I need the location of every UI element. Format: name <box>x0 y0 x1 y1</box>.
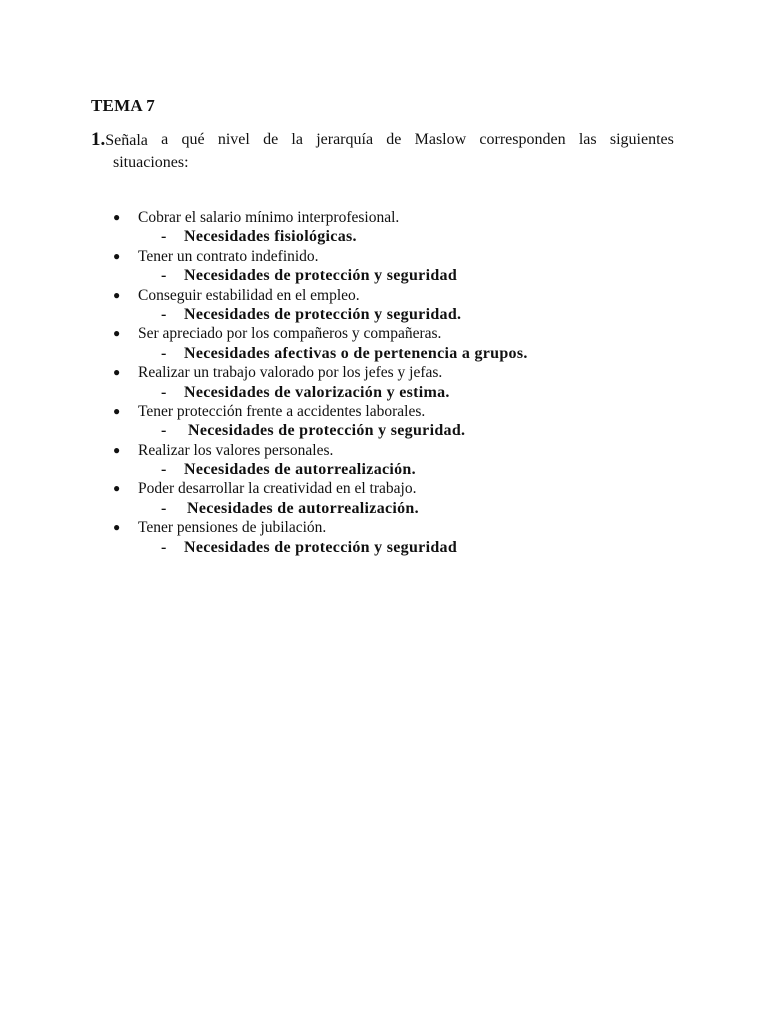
list-item <box>0 403 768 422</box>
list-item <box>0 480 768 499</box>
dash-marker: - <box>161 305 167 323</box>
question-word: de <box>263 131 279 148</box>
question-word: corresponden <box>479 131 566 148</box>
situation-text: Tener protección frente a accidentes laborales. <box>138 402 426 420</box>
page-title: TEMA 7 <box>91 96 156 115</box>
dash-marker: - <box>161 228 167 246</box>
situation-text: Tener pensiones de jubilación. <box>138 519 327 537</box>
answer-text: Necesidades fisiológicas. <box>184 228 357 246</box>
dash-marker: - <box>161 383 167 401</box>
answer-text: Necesidades afectivas o de pertenencia a grupos. <box>184 344 528 362</box>
question-word: Maslow <box>414 131 467 148</box>
list-item <box>0 442 768 461</box>
answer-line <box>0 461 768 480</box>
question-word: la <box>291 131 303 148</box>
bullet-icon: ● <box>113 365 121 380</box>
dash-marker: - <box>161 344 167 362</box>
answer-text: Necesidades de protección y seguridad. <box>188 422 466 440</box>
situation-text: Ser apreciado por los compañeros y compañeras. <box>138 325 442 343</box>
question-word: a <box>161 131 169 148</box>
question-word: nivel <box>217 131 250 148</box>
dash-marker: - <box>161 538 167 556</box>
bullet-icon: ● <box>113 520 121 535</box>
bullet-icon: ● <box>113 210 121 224</box>
question-word: siguientes <box>609 131 674 148</box>
situation-text: Conseguir estabilidad en el empleo. <box>138 286 360 304</box>
answer-line <box>0 500 768 519</box>
situation-text: Tener un contrato indefinido. <box>138 247 319 265</box>
answer-text: Necesidades de protección y seguridad <box>184 267 458 285</box>
question-1 <box>91 129 674 174</box>
list-item <box>0 325 768 344</box>
question-word: jerarquía <box>316 131 374 148</box>
question-line-1 <box>91 129 674 152</box>
dash-marker: - <box>161 499 167 517</box>
answer-line <box>0 422 768 441</box>
answer-text: Necesidades de protección y seguridad <box>184 538 458 556</box>
question-number: 1. <box>91 129 106 150</box>
bullet-icon: ● <box>113 442 121 457</box>
list-item <box>0 519 768 538</box>
list-item <box>0 209 768 228</box>
answer-text: Necesidades de valorización y estima. <box>184 383 450 401</box>
situation-text: Cobrar el salario mínimo interprofesional. <box>138 209 400 226</box>
answer-line <box>0 306 768 325</box>
bullet-icon: ● <box>113 326 121 341</box>
list-item <box>0 287 768 306</box>
list-item <box>0 364 768 383</box>
answer-line <box>0 539 768 558</box>
question-word: Señala <box>105 132 148 149</box>
answer-text: Necesidades de autorrealización. <box>187 499 419 517</box>
dash-marker: - <box>161 267 167 285</box>
answer-line <box>0 345 768 364</box>
bullet-icon: ● <box>113 287 121 302</box>
question-word: de <box>386 131 402 148</box>
situation-text: Realizar un trabajo valorado por los jefes y jefas. <box>138 364 443 382</box>
question-line-2: situaciones: <box>113 154 189 171</box>
bullet-icon: ● <box>113 403 121 418</box>
answer-line <box>0 384 768 403</box>
answer-line <box>0 228 768 247</box>
bullet-icon: ● <box>113 481 121 496</box>
list-item <box>0 248 768 267</box>
bullet-icon: ● <box>113 248 121 263</box>
question-word: qué <box>181 131 205 148</box>
answer-text: Necesidades de protección y seguridad. <box>184 305 462 323</box>
situation-text: Realizar los valores personales. <box>138 441 334 459</box>
dash-marker: - <box>161 422 167 440</box>
dash-marker: - <box>161 461 167 479</box>
answer-line <box>0 267 768 286</box>
situation-text: Poder desarrollar la creatividad en el trabajo. <box>138 480 417 498</box>
situations-list <box>0 209 768 558</box>
answer-text: Necesidades de autorrealización. <box>184 461 416 479</box>
question-word: las <box>578 131 597 148</box>
